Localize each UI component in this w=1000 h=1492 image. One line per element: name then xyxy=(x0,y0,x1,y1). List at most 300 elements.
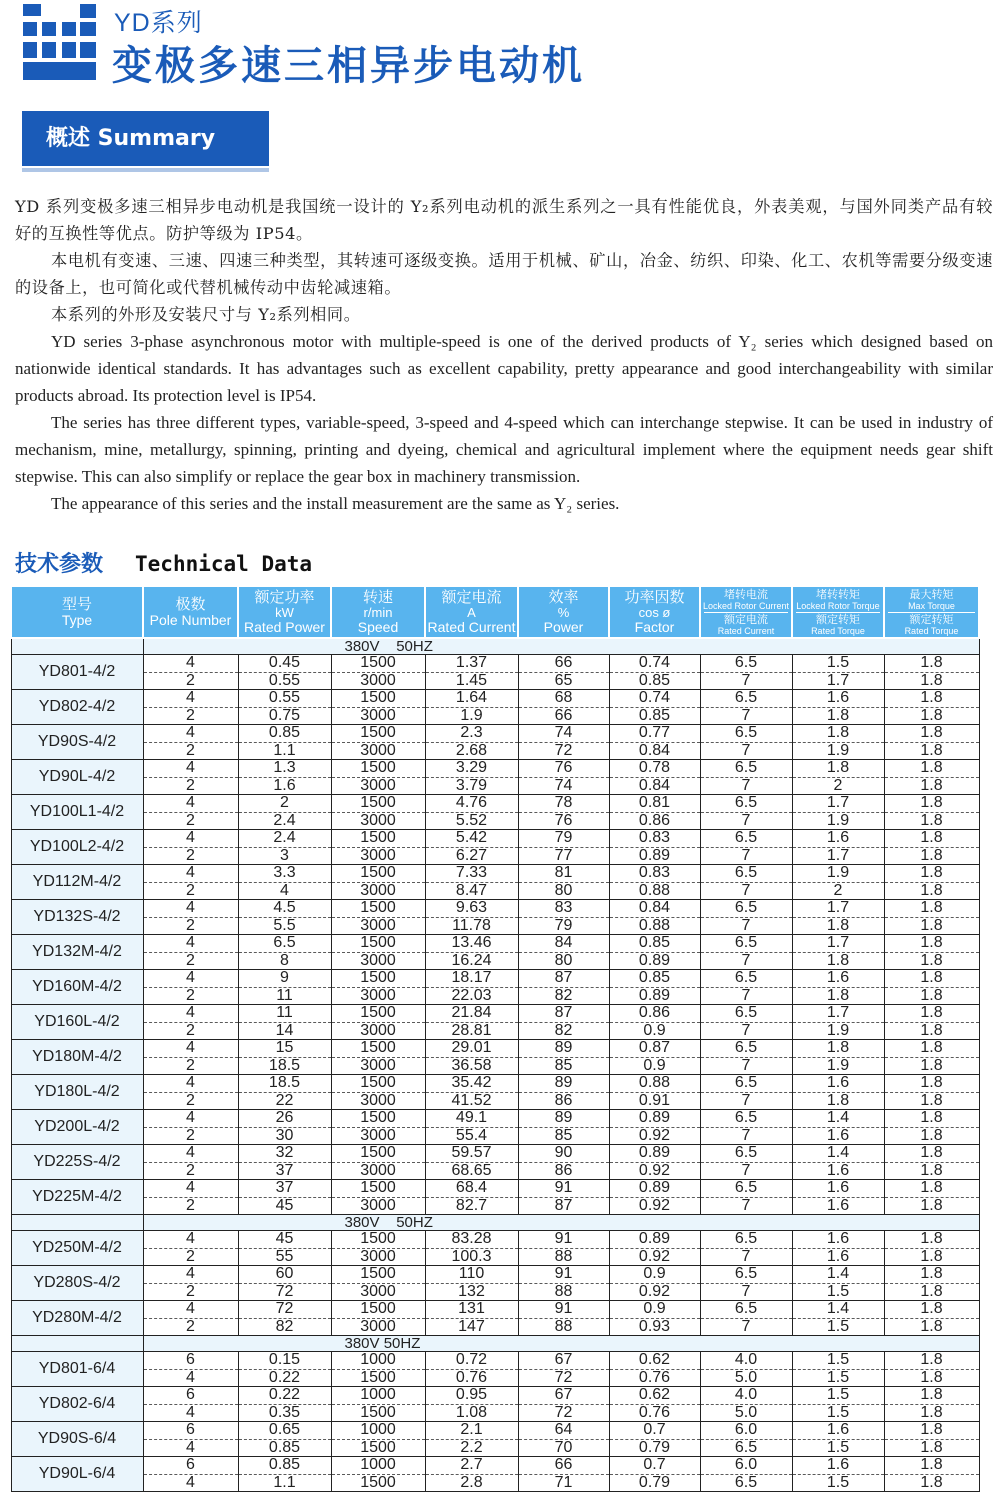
table-row xyxy=(11,847,979,865)
cell-locked-rotor-current-ratio: 7 xyxy=(700,1162,792,1180)
cell-rated-power: 37 xyxy=(238,1180,331,1198)
cell-efficiency: 79 xyxy=(518,830,609,848)
cell-max-torque-ratio: 1.8 xyxy=(884,1352,979,1370)
cell-power-factor: 0.9 xyxy=(609,1266,700,1284)
table-row xyxy=(11,882,979,900)
cell-efficiency: 81 xyxy=(518,865,609,883)
cell-rated-power: 0.22 xyxy=(238,1369,331,1387)
cell-rated-current: 2.3 xyxy=(425,725,518,743)
cell-power-factor: 0.88 xyxy=(609,882,700,900)
cell-max-torque-ratio: 1.8 xyxy=(884,1369,979,1387)
voltage-section-label: 380V 50HZ xyxy=(143,1215,979,1231)
cell-efficiency: 72 xyxy=(518,742,609,760)
cell-power-factor: 0.92 xyxy=(609,1162,700,1180)
cell-speed: 1500 xyxy=(331,725,425,743)
cell-power-factor: 0.85 xyxy=(609,707,700,725)
cell-speed: 3000 xyxy=(331,917,425,935)
cell-locked-rotor-current-ratio: 7 xyxy=(700,672,792,690)
cell-power-factor: 0.89 xyxy=(609,952,700,970)
cell-power-factor: 0.9 xyxy=(609,1057,700,1075)
cell-locked-rotor-torque-ratio: 1.5 xyxy=(792,1387,884,1405)
cell-rated-current: 6.27 xyxy=(425,847,518,865)
cell-max-torque-ratio: 1.8 xyxy=(884,970,979,988)
table-row xyxy=(11,1422,979,1440)
cell-speed: 1500 xyxy=(331,970,425,988)
cell-power-factor: 0.91 xyxy=(609,1092,700,1110)
cell-locked-rotor-current-ratio: 7 xyxy=(700,1318,792,1336)
cell-power-factor: 0.81 xyxy=(609,795,700,813)
cell-power-factor: 0.76 xyxy=(609,1369,700,1387)
cell-max-torque-ratio: 1.8 xyxy=(884,742,979,760)
cell-efficiency: 78 xyxy=(518,795,609,813)
cell-rated-power: 1.1 xyxy=(238,742,331,760)
cell-power-factor: 0.85 xyxy=(609,970,700,988)
cell-locked-rotor-torque-ratio: 1.9 xyxy=(792,742,884,760)
model-type-cell: YD280M-4/2 xyxy=(11,1301,143,1336)
table-row xyxy=(11,900,979,918)
cell-rated-current: 131 xyxy=(425,1301,518,1319)
table-row xyxy=(11,655,979,673)
cell-efficiency: 77 xyxy=(518,847,609,865)
cell-rated-current: 2.8 xyxy=(425,1474,518,1492)
cell-locked-rotor-torque-ratio: 2 xyxy=(792,882,884,900)
cell-rated-power: 5.5 xyxy=(238,917,331,935)
cell-locked-rotor-torque-ratio: 1.6 xyxy=(792,1422,884,1440)
column-header-locked-rotor-current-ratio: 堵转电流 Locked Rotor Current 额定电流 Rated Current xyxy=(700,586,792,638)
cell-locked-rotor-torque-ratio: 1.6 xyxy=(792,1180,884,1198)
cell-max-torque-ratio: 1.8 xyxy=(884,1057,979,1075)
section-spacer xyxy=(11,1215,143,1231)
table-row xyxy=(11,672,979,690)
cell-efficiency: 80 xyxy=(518,882,609,900)
cell-pole-number: 6 xyxy=(143,1422,238,1440)
cell-max-torque-ratio: 1.8 xyxy=(884,952,979,970)
table-row xyxy=(11,1387,979,1405)
cell-max-torque-ratio: 1.8 xyxy=(884,1387,979,1405)
cell-rated-power: 0.65 xyxy=(238,1422,331,1440)
cell-efficiency: 85 xyxy=(518,1057,609,1075)
cell-rated-power: 0.35 xyxy=(238,1404,331,1422)
cell-rated-power: 72 xyxy=(238,1283,331,1301)
cell-locked-rotor-current-ratio: 7 xyxy=(700,1248,792,1266)
model-type-cell: YD160M-4/2 xyxy=(11,970,143,1005)
cell-power-factor: 0.88 xyxy=(609,1075,700,1093)
cell-rated-current: 1.9 xyxy=(425,707,518,725)
cell-rated-current: 2.2 xyxy=(425,1439,518,1457)
cell-power-factor: 0.89 xyxy=(609,1110,700,1128)
cell-rated-current: 68.4 xyxy=(425,1180,518,1198)
cell-power-factor: 0.85 xyxy=(609,672,700,690)
cell-pole-number: 4 xyxy=(143,1145,238,1163)
table-row xyxy=(11,1110,979,1128)
cell-locked-rotor-torque-ratio: 1.4 xyxy=(792,1110,884,1128)
table-row xyxy=(11,1369,979,1387)
cell-speed: 3000 xyxy=(331,1022,425,1040)
cell-speed: 1500 xyxy=(331,795,425,813)
cell-rated-power: 45 xyxy=(238,1197,331,1215)
cell-efficiency: 89 xyxy=(518,1075,609,1093)
cell-efficiency: 88 xyxy=(518,1318,609,1336)
cell-locked-rotor-torque-ratio: 1.6 xyxy=(792,1457,884,1475)
cell-power-factor: 0.86 xyxy=(609,1005,700,1023)
cell-locked-rotor-torque-ratio: 1.5 xyxy=(792,1369,884,1387)
cell-rated-current: 36.58 xyxy=(425,1057,518,1075)
cell-locked-rotor-current-ratio: 7 xyxy=(700,812,792,830)
cell-efficiency: 67 xyxy=(518,1387,609,1405)
table-row xyxy=(11,777,979,795)
table-row xyxy=(11,1145,979,1163)
intro-paragraph: 本系列的外形及安装尺寸与 Y₂系列相同。 xyxy=(51,305,361,324)
cell-rated-power: 30 xyxy=(238,1127,331,1145)
cell-locked-rotor-current-ratio: 6.5 xyxy=(700,1075,792,1093)
cell-pole-number: 4 xyxy=(143,795,238,813)
cell-power-factor: 0.7 xyxy=(609,1457,700,1475)
cell-max-torque-ratio: 1.8 xyxy=(884,1231,979,1249)
table-row xyxy=(11,1474,979,1492)
cell-efficiency: 82 xyxy=(518,987,609,1005)
cell-rated-power: 2 xyxy=(238,795,331,813)
cell-locked-rotor-torque-ratio: 1.5 xyxy=(792,655,884,673)
cell-efficiency: 87 xyxy=(518,1197,609,1215)
cell-efficiency: 68 xyxy=(518,690,609,708)
table-row xyxy=(11,1266,979,1284)
cell-rated-current: 22.03 xyxy=(425,987,518,1005)
cell-max-torque-ratio: 1.8 xyxy=(884,1127,979,1145)
cell-rated-power: 6.5 xyxy=(238,935,331,953)
column-header-rated-current: 额定电流 A Rated Current xyxy=(425,586,518,638)
cell-pole-number: 2 xyxy=(143,1283,238,1301)
cell-rated-current: 18.17 xyxy=(425,970,518,988)
cell-rated-power: 9 xyxy=(238,970,331,988)
cell-rated-current: 0.95 xyxy=(425,1387,518,1405)
cell-locked-rotor-torque-ratio: 1.9 xyxy=(792,1022,884,1040)
cell-pole-number: 2 xyxy=(143,1248,238,1266)
table-row xyxy=(11,1180,979,1198)
cell-locked-rotor-current-ratio: 6.5 xyxy=(700,1266,792,1284)
intro-paragraph: 本电机有变速、三速、四速三种类型，其转速可逐级变换。适用于机械、矿山，冶金、纺织、印染、化工、农机等需要分级变速的设备上，也可简化或代替机械传动中齿轮减速箱。 xyxy=(15,251,993,297)
cell-speed: 1500 xyxy=(331,655,425,673)
cell-locked-rotor-torque-ratio: 1.6 xyxy=(792,1197,884,1215)
cell-efficiency: 88 xyxy=(518,1248,609,1266)
cell-locked-rotor-current-ratio: 6.5 xyxy=(700,1145,792,1163)
cell-locked-rotor-torque-ratio: 1.8 xyxy=(792,1092,884,1110)
cell-max-torque-ratio: 1.8 xyxy=(884,760,979,778)
cell-locked-rotor-current-ratio: 7 xyxy=(700,1283,792,1301)
cell-max-torque-ratio: 1.8 xyxy=(884,777,979,795)
cell-max-torque-ratio: 1.8 xyxy=(884,1145,979,1163)
cell-rated-power: 26 xyxy=(238,1110,331,1128)
cell-rated-current: 3.79 xyxy=(425,777,518,795)
cell-rated-power: 0.55 xyxy=(238,690,331,708)
cell-locked-rotor-current-ratio: 7 xyxy=(700,917,792,935)
cell-speed: 1500 xyxy=(331,1231,425,1249)
technical-data-heading xyxy=(15,547,312,578)
cell-pole-number: 4 xyxy=(143,1439,238,1457)
cell-locked-rotor-torque-ratio: 1.9 xyxy=(792,865,884,883)
column-header-rated-power: 额定功率 kW Rated Power xyxy=(238,586,331,638)
cell-power-factor: 0.74 xyxy=(609,655,700,673)
cell-rated-current: 2.68 xyxy=(425,742,518,760)
cell-power-factor: 0.83 xyxy=(609,830,700,848)
cell-max-torque-ratio: 1.8 xyxy=(884,795,979,813)
cell-rated-power: 1.3 xyxy=(238,760,331,778)
intro-paragraph: YD 系列变极多速三相异步电动机是我国统一设计的 Y₂系列电动机的派生系列之一具有性能优良，外表美观，与国外同类产品有较好的互换性等优点。防护等级为 IP54。 xyxy=(15,197,993,243)
table-row xyxy=(11,1040,979,1058)
cell-max-torque-ratio: 1.8 xyxy=(884,1457,979,1475)
cell-max-torque-ratio: 1.8 xyxy=(884,1439,979,1457)
cell-pole-number: 2 xyxy=(143,707,238,725)
table-row xyxy=(11,970,979,988)
cell-locked-rotor-torque-ratio: 1.5 xyxy=(792,1318,884,1336)
cell-pole-number: 4 xyxy=(143,830,238,848)
cell-efficiency: 91 xyxy=(518,1266,609,1284)
cell-speed: 1000 xyxy=(331,1352,425,1370)
cell-efficiency: 65 xyxy=(518,672,609,690)
table-row xyxy=(11,1127,979,1145)
cell-pole-number: 4 xyxy=(143,1369,238,1387)
cell-locked-rotor-torque-ratio: 1.6 xyxy=(792,1248,884,1266)
voltage-section-label: 380V 50HZ xyxy=(143,638,979,655)
cell-speed: 1500 xyxy=(331,1404,425,1422)
cell-power-factor: 0.74 xyxy=(609,690,700,708)
cell-locked-rotor-current-ratio: 7 xyxy=(700,952,792,970)
model-type-cell: YD802-4/2 xyxy=(11,690,143,725)
cell-pole-number: 4 xyxy=(143,1231,238,1249)
cell-max-torque-ratio: 1.8 xyxy=(884,1266,979,1284)
cell-rated-current: 1.37 xyxy=(425,655,518,673)
cell-speed: 1500 xyxy=(331,1075,425,1093)
cell-locked-rotor-current-ratio: 7 xyxy=(700,1127,792,1145)
cell-efficiency: 72 xyxy=(518,1404,609,1422)
cell-power-factor: 0.62 xyxy=(609,1352,700,1370)
cell-max-torque-ratio: 1.8 xyxy=(884,1248,979,1266)
cell-locked-rotor-current-ratio: 6.5 xyxy=(700,830,792,848)
model-type-cell: YD160L-4/2 xyxy=(11,1005,143,1040)
cell-pole-number: 4 xyxy=(143,1005,238,1023)
cell-locked-rotor-torque-ratio: 1.6 xyxy=(792,1075,884,1093)
cell-rated-power: 0.45 xyxy=(238,655,331,673)
table-row xyxy=(11,935,979,953)
cell-pole-number: 4 xyxy=(143,865,238,883)
table-row xyxy=(11,812,979,830)
model-type-cell: YD801-4/2 xyxy=(11,655,143,690)
cell-pole-number: 2 xyxy=(143,777,238,795)
cell-power-factor: 0.84 xyxy=(609,900,700,918)
cell-locked-rotor-current-ratio: 7 xyxy=(700,1022,792,1040)
cell-locked-rotor-torque-ratio: 1.7 xyxy=(792,847,884,865)
cell-rated-current: 110 xyxy=(425,1266,518,1284)
cell-rated-current: 7.33 xyxy=(425,865,518,883)
model-type-cell: YD112M-4/2 xyxy=(11,865,143,900)
cell-rated-current: 3.29 xyxy=(425,760,518,778)
cell-locked-rotor-current-ratio: 6.5 xyxy=(700,900,792,918)
cell-rated-power: 14 xyxy=(238,1022,331,1040)
table-row xyxy=(11,1022,979,1040)
cell-pole-number: 2 xyxy=(143,1022,238,1040)
cell-locked-rotor-current-ratio: 5.0 xyxy=(700,1369,792,1387)
voltage-section-row xyxy=(11,1336,979,1352)
section-spacer xyxy=(11,1336,143,1352)
model-type-cell: YD802-6/4 xyxy=(11,1387,143,1422)
cell-max-torque-ratio: 1.8 xyxy=(884,830,979,848)
section-spacer xyxy=(11,638,143,655)
cell-power-factor: 0.89 xyxy=(609,1231,700,1249)
table-row xyxy=(11,760,979,778)
cell-locked-rotor-torque-ratio: 1.5 xyxy=(792,1404,884,1422)
voltage-section-row xyxy=(11,638,979,655)
cell-locked-rotor-current-ratio: 5.0 xyxy=(700,1404,792,1422)
cell-pole-number: 4 xyxy=(143,760,238,778)
model-type-cell: YD100L2-4/2 xyxy=(11,830,143,865)
cell-max-torque-ratio: 1.8 xyxy=(884,1474,979,1492)
cell-rated-current: 82.7 xyxy=(425,1197,518,1215)
table-row xyxy=(11,865,979,883)
cell-speed: 3000 xyxy=(331,1127,425,1145)
cell-locked-rotor-torque-ratio: 1.8 xyxy=(792,1040,884,1058)
cell-rated-power: 2.4 xyxy=(238,812,331,830)
page-title: 变极多速三相异步电动机 xyxy=(112,43,585,89)
cell-efficiency: 74 xyxy=(518,725,609,743)
cell-locked-rotor-current-ratio: 7 xyxy=(700,777,792,795)
cell-locked-rotor-current-ratio: 6.5 xyxy=(700,760,792,778)
table-row xyxy=(11,830,979,848)
cell-locked-rotor-current-ratio: 6.5 xyxy=(700,1231,792,1249)
cell-rated-power: 0.85 xyxy=(238,725,331,743)
cell-locked-rotor-current-ratio: 6.5 xyxy=(700,725,792,743)
cell-efficiency: 66 xyxy=(518,707,609,725)
cell-locked-rotor-current-ratio: 6.5 xyxy=(700,1474,792,1492)
cell-power-factor: 0.9 xyxy=(609,1301,700,1319)
model-type-cell: YD132M-4/2 xyxy=(11,935,143,970)
cell-max-torque-ratio: 1.8 xyxy=(884,1197,979,1215)
table-row xyxy=(11,1352,979,1370)
cell-locked-rotor-torque-ratio: 1.8 xyxy=(792,917,884,935)
cell-locked-rotor-torque-ratio: 1.7 xyxy=(792,900,884,918)
cell-power-factor: 0.62 xyxy=(609,1387,700,1405)
cell-rated-power: 72 xyxy=(238,1301,331,1319)
cell-speed: 1500 xyxy=(331,760,425,778)
cell-power-factor: 0.93 xyxy=(609,1318,700,1336)
cell-rated-current: 68.65 xyxy=(425,1162,518,1180)
column-header-power-factor: 功率因数 cos ø Factor xyxy=(609,586,700,638)
table-row xyxy=(11,1457,979,1475)
cell-rated-power: 82 xyxy=(238,1318,331,1336)
cell-locked-rotor-torque-ratio: 1.8 xyxy=(792,725,884,743)
model-type-cell: YD132S-4/2 xyxy=(11,900,143,935)
cell-locked-rotor-current-ratio: 7 xyxy=(700,1092,792,1110)
table-row xyxy=(11,1439,979,1457)
cell-speed: 3000 xyxy=(331,1197,425,1215)
cell-speed: 3000 xyxy=(331,1092,425,1110)
cell-max-torque-ratio: 1.8 xyxy=(884,865,979,883)
cell-power-factor: 0.89 xyxy=(609,987,700,1005)
cell-power-factor: 0.84 xyxy=(609,742,700,760)
cell-rated-power: 18.5 xyxy=(238,1075,331,1093)
cell-locked-rotor-current-ratio: 7 xyxy=(700,882,792,900)
cell-power-factor: 0.88 xyxy=(609,917,700,935)
cell-locked-rotor-current-ratio: 4.0 xyxy=(700,1352,792,1370)
cell-rated-current: 41.52 xyxy=(425,1092,518,1110)
cell-speed: 1500 xyxy=(331,900,425,918)
cell-power-factor: 0.86 xyxy=(609,812,700,830)
cell-pole-number: 2 xyxy=(143,882,238,900)
cell-locked-rotor-current-ratio: 7 xyxy=(700,1057,792,1075)
cell-power-factor: 0.89 xyxy=(609,847,700,865)
cell-pole-number: 4 xyxy=(143,1110,238,1128)
cell-max-torque-ratio: 1.8 xyxy=(884,672,979,690)
cell-pole-number: 4 xyxy=(143,1266,238,1284)
cell-max-torque-ratio: 1.8 xyxy=(884,1404,979,1422)
cell-locked-rotor-torque-ratio: 1.7 xyxy=(792,795,884,813)
cell-power-factor: 0.89 xyxy=(609,1180,700,1198)
cell-max-torque-ratio: 1.8 xyxy=(884,1422,979,1440)
table-row xyxy=(11,1248,979,1266)
cell-rated-current: 9.63 xyxy=(425,900,518,918)
cell-speed: 1500 xyxy=(331,1369,425,1387)
cell-locked-rotor-torque-ratio: 1.7 xyxy=(792,935,884,953)
cell-rated-current: 8.47 xyxy=(425,882,518,900)
cell-locked-rotor-torque-ratio: 1.9 xyxy=(792,1057,884,1075)
cell-power-factor: 0.9 xyxy=(609,1022,700,1040)
cell-speed: 1500 xyxy=(331,1040,425,1058)
model-type-cell: YD250M-4/2 xyxy=(11,1231,143,1266)
cell-rated-power: 4.5 xyxy=(238,900,331,918)
cell-rated-current: 55.4 xyxy=(425,1127,518,1145)
cell-locked-rotor-current-ratio: 6.0 xyxy=(700,1422,792,1440)
cell-speed: 1500 xyxy=(331,690,425,708)
table-row xyxy=(11,1318,979,1336)
cell-pole-number: 6 xyxy=(143,1352,238,1370)
cell-locked-rotor-current-ratio: 7 xyxy=(700,707,792,725)
cell-locked-rotor-current-ratio: 6.5 xyxy=(700,1040,792,1058)
table-row xyxy=(11,1197,979,1215)
voltage-section-label: 380V 50HZ xyxy=(143,1336,979,1352)
model-type-cell: YD801-6/4 xyxy=(11,1352,143,1387)
cell-speed: 1500 xyxy=(331,830,425,848)
cell-locked-rotor-torque-ratio: 1.7 xyxy=(792,1005,884,1023)
cell-rated-power: 3.3 xyxy=(238,865,331,883)
cell-pole-number: 6 xyxy=(143,1457,238,1475)
cell-max-torque-ratio: 1.8 xyxy=(884,1110,979,1128)
cell-locked-rotor-current-ratio: 6.5 xyxy=(700,1005,792,1023)
cell-pole-number: 2 xyxy=(143,1127,238,1145)
cell-locked-rotor-torque-ratio: 1.5 xyxy=(792,1283,884,1301)
cell-efficiency: 76 xyxy=(518,760,609,778)
cell-max-torque-ratio: 1.8 xyxy=(884,917,979,935)
cell-rated-power: 60 xyxy=(238,1266,331,1284)
cell-rated-current: 2.1 xyxy=(425,1422,518,1440)
cell-max-torque-ratio: 1.8 xyxy=(884,655,979,673)
cell-rated-power: 18.5 xyxy=(238,1057,331,1075)
cell-pole-number: 2 xyxy=(143,1197,238,1215)
cell-locked-rotor-torque-ratio: 1.5 xyxy=(792,1352,884,1370)
technical-data-table xyxy=(10,585,980,1492)
cell-efficiency: 85 xyxy=(518,1127,609,1145)
cell-speed: 3000 xyxy=(331,1248,425,1266)
cell-rated-current: 83.28 xyxy=(425,1231,518,1249)
cell-max-torque-ratio: 1.8 xyxy=(884,900,979,918)
column-header-max-torque-ratio: 最大转矩 Max Torque 额定转矩 Rated Torque xyxy=(884,586,979,638)
model-type-cell: YD225M-4/2 xyxy=(11,1180,143,1215)
cell-pole-number: 2 xyxy=(143,1057,238,1075)
cell-pole-number: 2 xyxy=(143,742,238,760)
cell-efficiency: 83 xyxy=(518,900,609,918)
cell-rated-power: 1.6 xyxy=(238,777,331,795)
cell-locked-rotor-current-ratio: 6.5 xyxy=(700,795,792,813)
cell-speed: 3000 xyxy=(331,742,425,760)
cell-rated-current: 0.72 xyxy=(425,1352,518,1370)
table-row xyxy=(11,1092,979,1110)
